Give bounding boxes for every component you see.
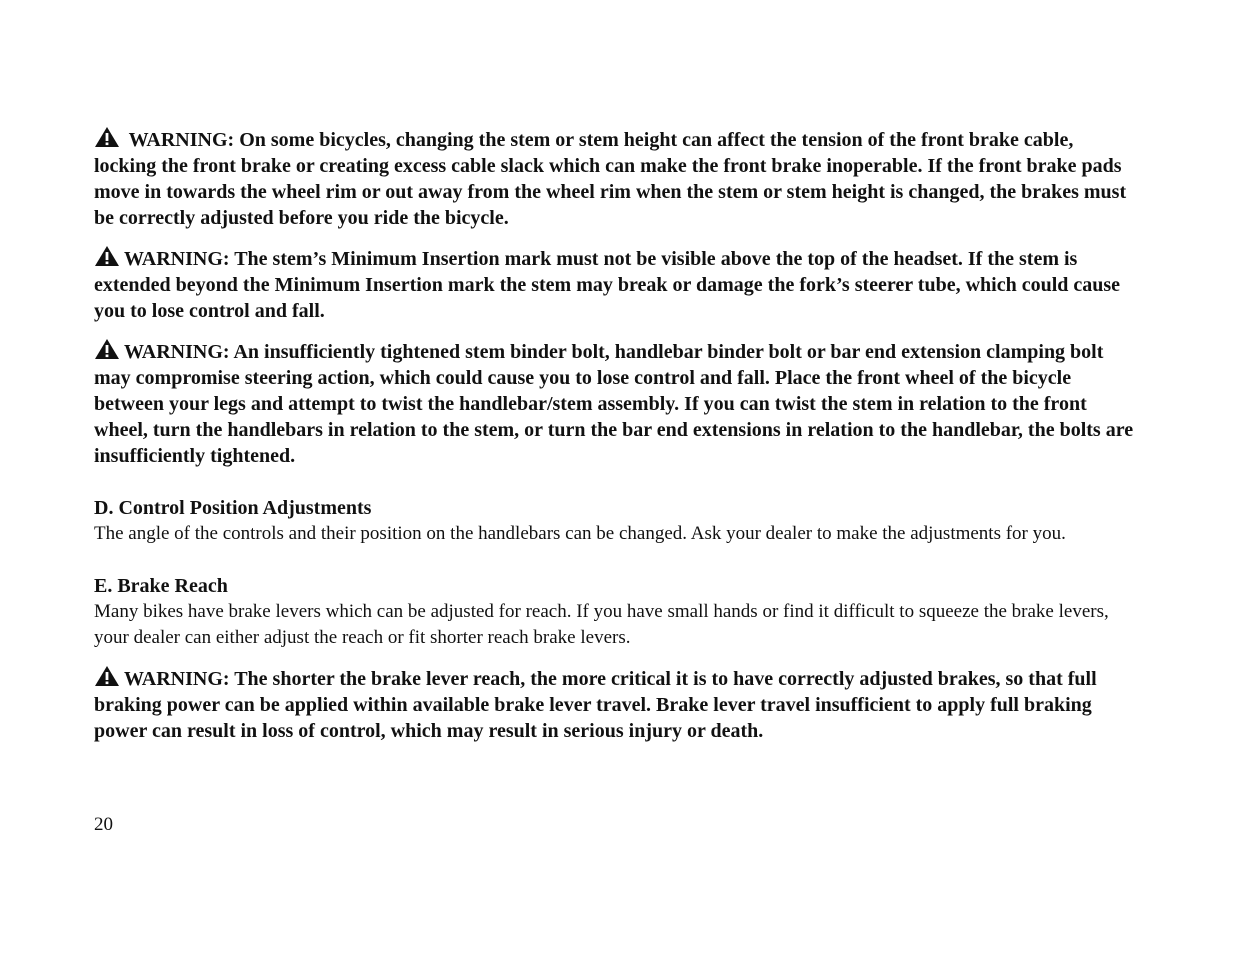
warning-label: WARNING: xyxy=(124,341,230,363)
warning-label: WARNING: xyxy=(128,129,235,151)
warning-text: An insufficiently tightened stem binder bolt, handlebar binder bolt or bar end extension clamping bolt may compromise steering action, which could cause you to lose control and fall. Place the front wheel of the bicycle between your legs and attempt to twist the handlebar/stem assembly. If you can twist the stem in relation to the front wheel, turn the handlebars in relation to the stem, or turn the bar end extensions in relation to the handlebar, the bolts are insufficiently tightened. xyxy=(94,341,1134,467)
warning-label: WARNING: xyxy=(124,248,230,270)
warning-triangle-icon xyxy=(94,245,120,267)
warning-label: WARNING: xyxy=(124,668,230,690)
section-body: Many bikes have brake levers which can be adjusted for reach. If you have small hands or find it difficult to squeeze the brake levers, your dealer can either adjust the reach or fit shorter reach brake levers. xyxy=(94,601,1109,648)
section-brake-reach xyxy=(94,573,1134,651)
warning-minimum-insertion xyxy=(94,245,1134,324)
page-number: 20 xyxy=(94,814,113,835)
manual-page xyxy=(94,126,1134,758)
warning-triangle-icon xyxy=(94,126,120,148)
warning-text: The shorter the brake lever reach, the more critical it is to have correctly adjusted brakes, so that full braking power can be applied within available brake lever travel. Brake lever travel insufficient to apply full braking power can result in loss of control, which may result in serious injury or death. xyxy=(94,668,1097,742)
warning-text: On some bicycles, changing the stem or stem height can affect the tension of the front brake cable, locking the front brake or creating excess cable slack which can make the front brake inoperable. If the front brake pads move in towards the wheel rim or out away from the wheel rim when the stem or stem height is changed, the brakes must be correctly adjusted before you ride the bicycle. xyxy=(94,129,1127,229)
warning-stem-height xyxy=(94,126,1134,231)
warning-brake-lever-reach xyxy=(94,665,1134,744)
section-control-position xyxy=(94,495,1134,547)
warning-triangle-icon xyxy=(94,665,120,687)
warning-triangle-icon xyxy=(94,338,120,360)
warning-binder-bolt xyxy=(94,338,1134,469)
section-body: The angle of the controls and their position on the handlebars can be changed. Ask your dealer to make the adjustments for you. xyxy=(94,523,1066,544)
warning-text: The stem’s Minimum Insertion mark must not be visible above the top of the headset. If the stem is extended beyond the Minimum Insertion mark the stem may break or damage the fork’s steerer tube, which could cause you to lose control and fall. xyxy=(94,248,1121,322)
section-heading: E. Brake Reach xyxy=(94,575,228,597)
section-heading: D. Control Position Adjustments xyxy=(94,497,372,519)
